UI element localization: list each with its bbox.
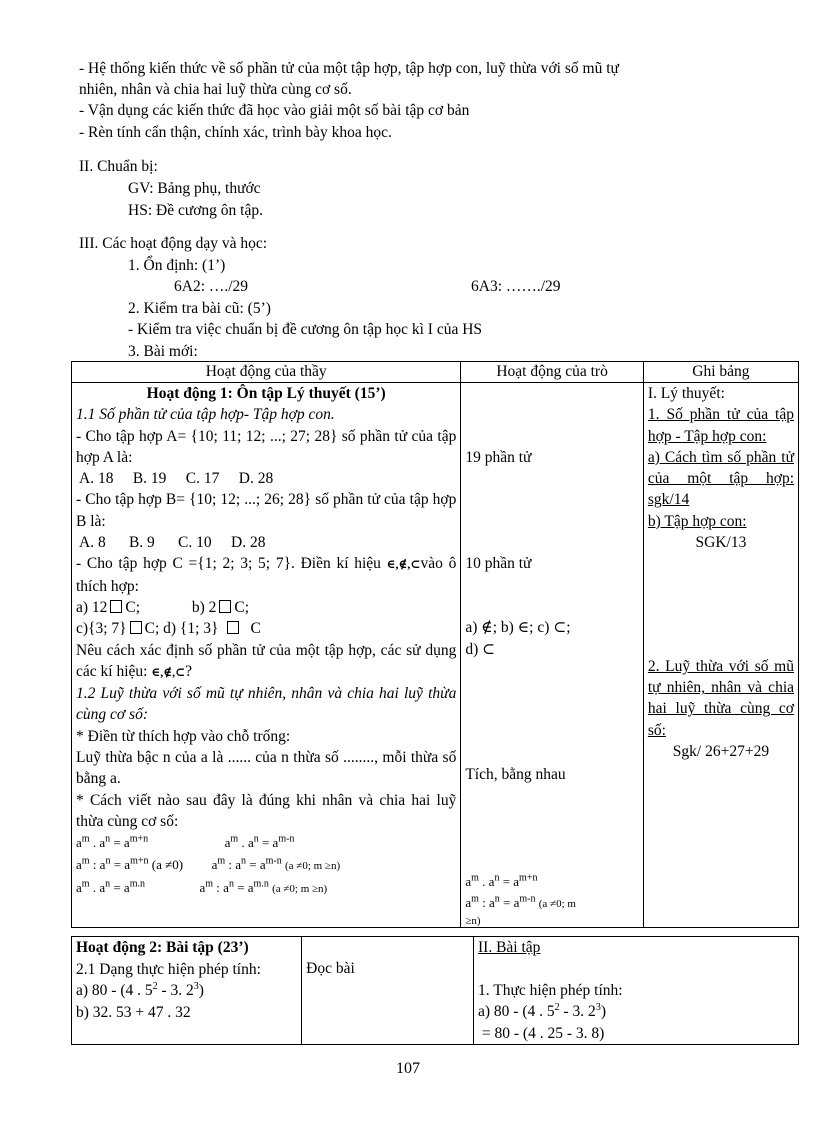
fill-item-a: a) 12	[76, 598, 108, 616]
fill-row-1	[76, 597, 456, 618]
answer-2: 10 phần tử	[465, 555, 532, 573]
board-exercise-a-step: = 80 - (4 . 25 - 3. 8)	[478, 1024, 605, 1042]
question-set-c-tail: vào ô thích hợp:	[76, 555, 457, 595]
subsection-1-2: 1.2 Luỹ thừa với số mũ tự nhiên, nhân và chia hai luỹ thừa cùng cơ số:	[76, 685, 457, 724]
objective-line-1: - Hệ thống kiến thức về số phần tử của một tập hợp, tập hợp con, luỹ thừa với số mũ tự	[79, 60, 619, 77]
answer-5-cond: ≥n)	[465, 915, 481, 928]
board-subset-ref: SGK/13	[695, 534, 747, 552]
board-exercise-a: a) 80 - (4 . $5^2 - 3$. $2^3$)	[478, 1002, 606, 1021]
question-set-b: - Cho tập hợp B= {10; 12; ...; 26; 28} số phần tử của tập hợp B là:	[76, 491, 457, 530]
prep-student: HS: Đề cương ôn tập.	[128, 202, 263, 219]
class-6a2: 6A2: …./29	[174, 278, 249, 295]
exercise-student-action: Đọc bài	[306, 960, 355, 978]
answer-1: 19 phần tử	[465, 448, 532, 466]
board-section-1: 1. Số phần tử của tập hợp - Tập hợp con:	[647, 406, 794, 445]
membership-symbols: ∈,∉,⊂	[386, 557, 421, 572]
answer-4: Tích, bằng nhau	[465, 766, 566, 784]
empty-box-icon	[227, 621, 239, 634]
answer-3b: d) ⊂	[465, 640, 496, 658]
objective-line-3: - Vận dụng các kiến thức đã học vào giải một số bài tập cơ bản	[79, 102, 470, 119]
formula-row-3: $a^m$ . $a^n = a^{m.n}$ $a^m$ : $a^n = a^{m.n}$ (a ≠0; m ≥n)	[76, 878, 328, 895]
fill-row-2	[76, 618, 456, 639]
fill-words-prompt: * Điền từ thích hợp vào chỗ trống:	[76, 727, 291, 745]
table-header-row	[72, 362, 799, 383]
exercise-teacher-column	[72, 937, 302, 1045]
step-3: 3. Bài mới:	[128, 343, 198, 360]
step-2-detail: - Kiểm tra việc chuẩn bị đề cương ôn tập học kì I của HS	[128, 321, 483, 338]
membership-symbols: ∈,∉,⊂	[151, 664, 186, 679]
board-count-method: a) Cách tìm số phần tử của một tập hợp: sgk/14	[647, 448, 794, 509]
fill-item-d: d) {1; 3}	[163, 620, 219, 638]
teacher-column	[72, 383, 461, 928]
question-set-c	[76, 553, 456, 597]
lesson-table	[71, 361, 799, 928]
fill-item-c-set: C;	[144, 620, 160, 638]
question-set-a-options: A. 18 B. 19 C. 17 D. 28	[76, 470, 274, 488]
step-2: 2. Kiểm tra bài cũ: (5’)	[128, 300, 271, 317]
formula-row-2: $a^m$ : $a^n = a^{m+n}$ (a ≠0) $a^m$ : $a^n = a^{m-n}$ (a ≠0; m ≥n)	[76, 855, 341, 872]
header-student: Hoạt động của trò	[461, 362, 644, 383]
subsection-1-1: 1.1 Số phần tử của tập hợp- Tập hợp con.	[76, 406, 335, 424]
exercise-b: b) 32. 53 + 47 . 32	[76, 1003, 191, 1021]
fill-item-c: c){3; 7}	[76, 620, 127, 638]
activity-2-title: Hoạt động 2: Bài tập (23’)	[76, 939, 249, 956]
formula-question: * Cách viết nào sau đây là đúng khi nhân và chia hai luỹ thừa cùng cơ số:	[76, 791, 457, 830]
board-exercise-heading: II. Bài tập	[478, 939, 541, 956]
question-set-c-text: - Cho tập hợp C ={1; 2; 3; 5; 7}. Điền kí hiệu	[76, 555, 381, 573]
board-section-2-ref: Sgk/ 26+27+29	[672, 743, 770, 761]
prep-heading: II. Chuẩn bị:	[79, 158, 158, 175]
step-1: 1. Ổn định: (1’)	[128, 257, 226, 274]
header-board: Ghi bảng	[643, 362, 798, 383]
exercise-table	[71, 936, 799, 1045]
exercise-type: 2.1 Dạng thực hiện phép tính:	[76, 960, 261, 978]
table-row	[72, 937, 799, 1045]
question-set-b-options: A. 8 B. 9 C. 10 D. 28	[76, 534, 266, 552]
question-count-method-text: Nêu cách xác định số phần tử của một tập hợp, các sử dụng các kí hiệu:	[76, 641, 457, 680]
fill-item-b-set: C;	[234, 598, 250, 616]
empty-box-icon	[110, 600, 122, 613]
board-theory-heading: I. Lý thuyết:	[647, 385, 725, 402]
exercise-board-column	[474, 937, 799, 1045]
empty-box-icon	[219, 600, 231, 613]
page-number: 107	[396, 1060, 420, 1077]
empty-box-icon	[130, 621, 142, 634]
fill-item-b: b) 2	[191, 598, 217, 616]
board-exercise-1: 1. Thực hiện phép tính:	[478, 981, 623, 999]
board-section-2: 2. Luỹ thừa với số mũ tự nhiên, nhân và chia hai luỹ thừa cùng cơ số:	[647, 657, 794, 739]
formula-row-1: $a^m$ . $a^n = a^{m+n}$ $a^m$ . $a^n = a^{m-n}$	[76, 833, 295, 851]
question-mark: ?	[185, 662, 193, 680]
fill-item-d-set: C	[250, 620, 261, 638]
answer-3: a) ∉; b) ∈; c) ⊂;	[465, 619, 571, 637]
answer-5-line-1: $a^m$ . $a^n = a^{m+n}$	[465, 872, 538, 889]
question-set-a: - Cho tập hợp A= {10; 11; 12; ...; 27; 28} số phần tử của tập hợp A là:	[76, 427, 457, 466]
board-subset: b) Tập hợp con:	[647, 512, 747, 530]
objective-line-2: nhiên, nhân và chia hai luỹ thừa cùng cơ số.	[79, 81, 352, 98]
prep-teacher: GV: Bảng phụ, thước	[128, 180, 261, 197]
student-column	[461, 383, 644, 928]
board-column	[643, 383, 798, 928]
exercise-a: a) 80 - (4 . $5^2 - 3$. $2^3$)	[76, 980, 204, 999]
fill-words-text: Luỹ thừa bậc n của a là ...... của n thừa số ........, mỗi thừa số bằng a.	[76, 749, 457, 788]
fill-item-a-set: C;	[125, 598, 141, 616]
table-row	[72, 383, 799, 928]
question-count-method	[76, 640, 456, 684]
header-teacher: Hoạt động của thầy	[72, 362, 461, 383]
objective-line-4: - Rèn tính cẩn thận, chính xác, trình bày khoa học.	[79, 124, 392, 141]
activities-heading: III. Các hoạt động dạy và học:	[79, 235, 268, 252]
exercise-student-column	[302, 937, 474, 1045]
activity-1-title: Hoạt động 1: Ôn tập Lý thuyết (15’)	[146, 385, 386, 402]
class-6a3: 6A3: ……./29	[471, 278, 561, 295]
answer-5-line-2: $a^m$ : $a^n = a^{m-n}$ (a ≠0; m	[465, 893, 576, 911]
